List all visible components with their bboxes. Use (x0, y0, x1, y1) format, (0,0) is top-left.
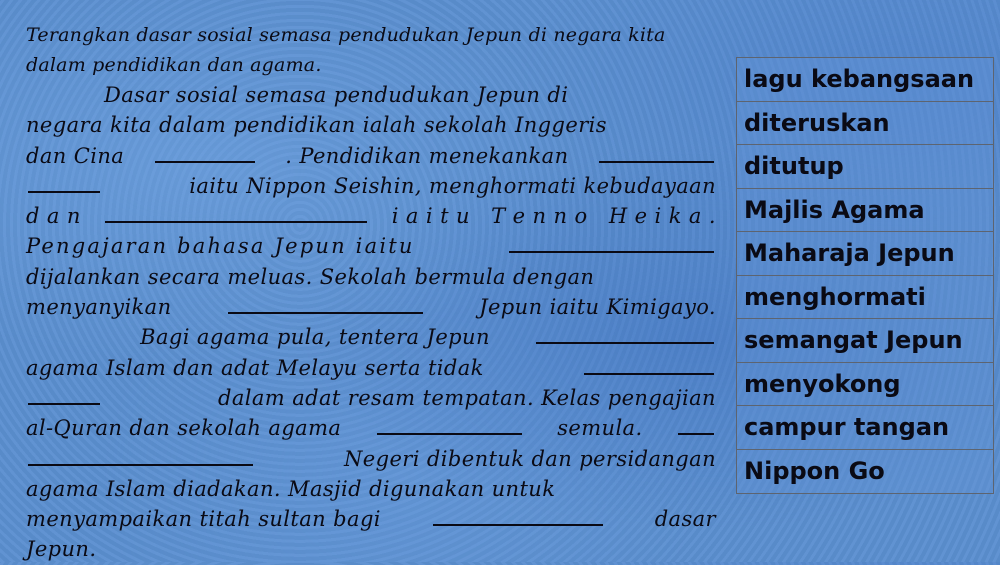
passage-line (26, 80, 716, 110)
passage-line (26, 141, 716, 171)
passage-line (26, 292, 716, 322)
answer-blank[interactable] (584, 353, 714, 375)
passage-text: d a n (26, 204, 81, 229)
answer-blank[interactable] (678, 413, 714, 435)
passage-line (26, 504, 716, 534)
passage-text: Dasar sosial semasa pendudukan Jepun di (104, 83, 569, 107)
answer-blank[interactable] (377, 413, 522, 435)
passage-text: i a i t u T e n n o H e i k a . (391, 204, 716, 229)
word-bank-item[interactable]: diteruskan (737, 102, 993, 146)
passage-line (26, 444, 716, 474)
answer-blank[interactable] (155, 141, 255, 163)
passage-line (26, 201, 716, 231)
passage-text: negara kita dalam pendidikan ialah sekolah Inggeris (26, 113, 607, 138)
answer-blank[interactable] (599, 141, 714, 163)
answer-blank[interactable] (28, 383, 100, 405)
passage-line (26, 383, 716, 413)
answer-blank[interactable] (228, 292, 423, 314)
passage-text: agama Islam dan adat Melayu serta tidak (26, 355, 484, 380)
passage-text: semula. (557, 416, 643, 441)
passage-line (26, 262, 716, 292)
passage-text: dalam adat resam tempatan. Kelas pengajian (218, 385, 716, 410)
passage-line (26, 353, 716, 383)
word-bank-item[interactable]: lagu kebangsaan (737, 58, 993, 102)
answer-blank[interactable] (28, 171, 100, 193)
word-bank-item[interactable]: Majlis Agama (737, 189, 993, 233)
passage (26, 80, 716, 565)
passage-text: menyampaikan titah sultan bagi (26, 507, 381, 532)
answer-blank[interactable] (105, 201, 367, 223)
question-line-1: Terangkan dasar sosial semasa pendudukan Jepun di negara kita (26, 24, 666, 46)
passage-text: Bagi agama pula, tentera Jepun (140, 325, 490, 350)
answer-blank[interactable] (509, 231, 714, 253)
word-bank-item[interactable]: Maharaja Jepun (737, 232, 993, 276)
passage-text: iaitu Nippon Seishin, menghormati kebudayaan (189, 173, 716, 198)
answer-blank[interactable] (433, 504, 603, 526)
question-text (26, 20, 746, 80)
passage-text: dan Cina (26, 143, 125, 168)
passage-line (26, 413, 716, 443)
passage-line (26, 322, 716, 352)
question-line-2: dalam pendidikan dan agama. (26, 54, 322, 76)
word-bank (736, 57, 994, 494)
passage-text: Pengajaran bahasa Jepun iaitu (26, 234, 415, 259)
passage-text: Jepun iaitu Kimigayo. (479, 295, 716, 320)
word-bank-item[interactable]: menyokong (737, 363, 993, 407)
passage-text: agama Islam diadakan. Masjid digunakan untuk (26, 476, 556, 501)
passage-line (26, 534, 716, 564)
word-bank-item[interactable]: semangat Jepun (737, 319, 993, 363)
passage-text: . Pendidikan menekankan (285, 143, 569, 168)
passage-text: dasar (654, 507, 716, 532)
passage-line (26, 171, 716, 201)
passage-line (26, 231, 716, 261)
passage-line (26, 110, 716, 140)
passage-text: Jepun. (26, 537, 97, 562)
word-bank-item[interactable]: Nippon Go (737, 450, 993, 494)
word-bank-item[interactable]: menghormati (737, 276, 993, 320)
passage-text: Negeri dibentuk dan persidangan (344, 446, 716, 471)
answer-blank[interactable] (28, 444, 253, 466)
word-bank-item[interactable]: ditutup (737, 145, 993, 189)
passage-text: menyanyikan (26, 295, 172, 320)
answer-blank[interactable] (536, 322, 714, 344)
passage-text: al-Quran dan sekolah agama (26, 416, 342, 441)
passage-text: dijalankan secara meluas. Sekolah bermula dengan (26, 264, 595, 289)
passage-line (26, 474, 716, 504)
word-bank-item[interactable]: campur tangan (737, 406, 993, 450)
